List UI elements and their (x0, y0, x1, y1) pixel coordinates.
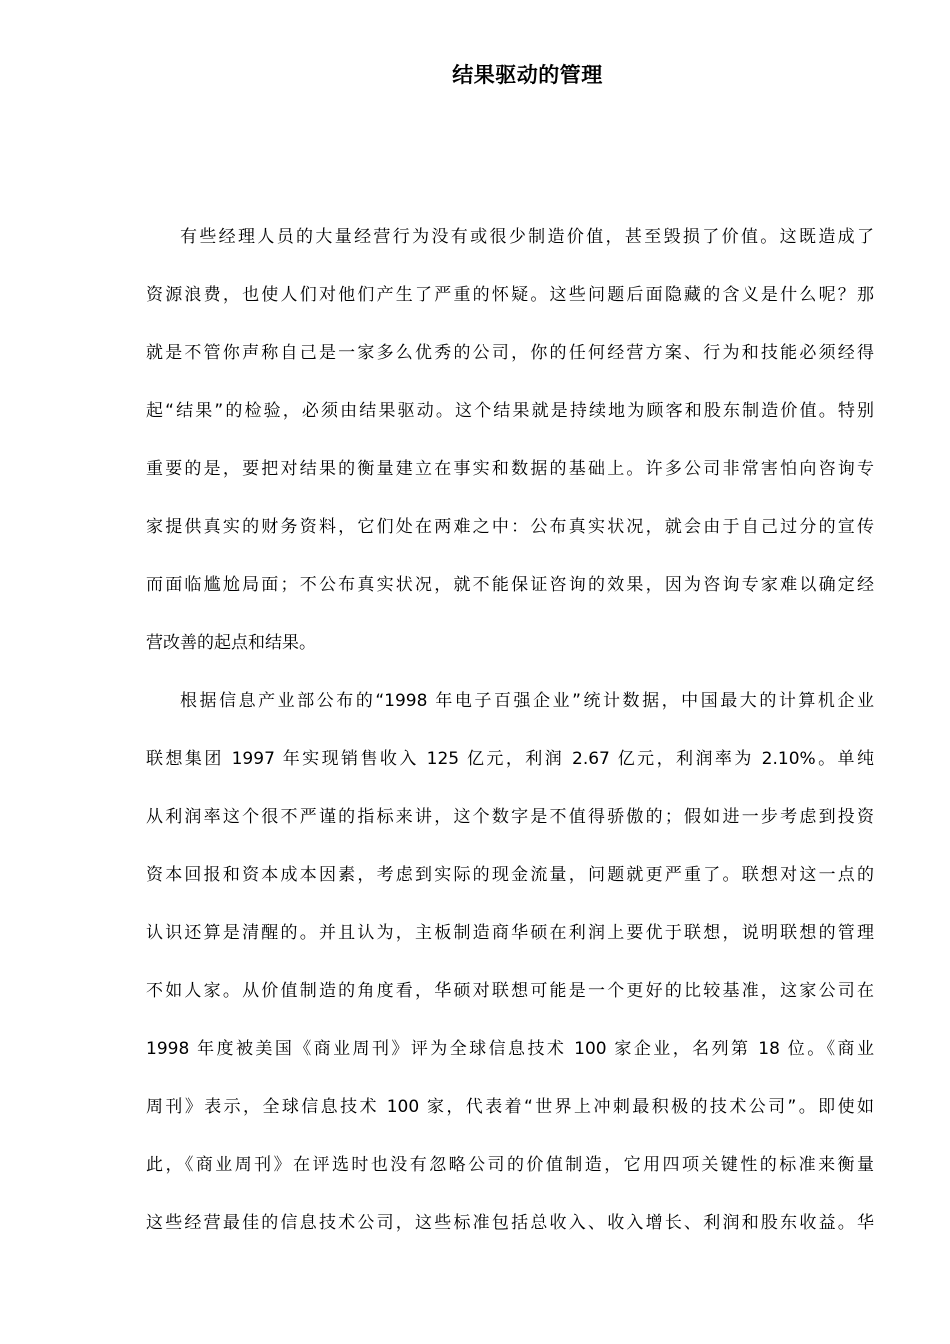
paragraph-line: 起“结果”的检验，必须由结果驱动。这个结果就是持续地为顾客和股东制造价值。特别 (146, 401, 874, 421)
paragraph-line: 联想集团 1997 年实现销售收入 125 亿元，利润 2.67 亿元，利润率为 2.10%。单纯 (146, 749, 874, 769)
paragraph-line: 1998 年度被美国《商业周刊》评为全球信息技术 100 家企业，名列第 18 位。《商业 (146, 1039, 874, 1059)
paragraph-line: 周刊》表示，全球信息技术 100 家，代表着“世界上冲刺最积极的技术公司”。即使如 (146, 1097, 874, 1117)
document-body (146, 222, 874, 1266)
paragraph-line: 家提供真实的财务资料，它们处在两难之中：公布真实状况，就会由于自己过分的宣传 (146, 517, 874, 537)
paragraph-line: 从利润率这个很不严谨的指标来讲，这个数字是不值得骄傲的；假如进一步考虑到投资 (146, 807, 874, 827)
paragraph-line: 资源浪费，也使人们对他们产生了严重的怀疑。这些问题后面隐藏的含义是什么呢？那 (146, 285, 874, 305)
paragraph-line: 此，《商业周刊》在评选时也没有忽略公司的价值制造，它用四项关键性的标准来衡量 (146, 1155, 874, 1175)
paragraph-line: 而面临尴尬局面；不公布真实状况，就不能保证咨询的效果，因为咨询专家难以确定经 (146, 575, 874, 595)
paragraph-line: 认识还算是清醒的。并且认为，主板制造商华硕在利润上要优于联想，说明联想的管理 (146, 923, 874, 943)
paragraph-2 (146, 686, 874, 1266)
paragraph-line: 就是不管你声称自己是一家多么优秀的公司，你的任何经营方案、行为和技能必须经得 (146, 343, 874, 363)
paragraph-line: 有些经理人员的大量经营行为没有或很少制造价值，甚至毁损了价值。这既造成了 (180, 227, 874, 247)
paragraph-line: 这些经营最佳的信息技术公司，这些标准包括总收入、收入增长、利润和股东收益。华 (146, 1213, 874, 1233)
paragraph-line: 重要的是，要把对结果的衡量建立在事实和数据的基础上。许多公司非常害怕向咨询专 (146, 459, 874, 479)
paragraph-1 (146, 222, 874, 686)
document-title: 结果驱动的管理 (452, 63, 603, 87)
paragraph-line: 根据信息产业部公布的“1998 年电子百强企业”统计数据，中国最大的计算机企业 (180, 691, 874, 711)
paragraph-line: 不如人家。从价值制造的角度看，华硕对联想可能是一个更好的比较基准，这家公司在 (146, 981, 874, 1001)
paragraph-line: 营改善的起点和结果。 (146, 633, 316, 653)
paragraph-line: 资本回报和资本成本因素，考虑到实际的现金流量，问题就更严重了。联想对这一点的 (146, 865, 874, 885)
